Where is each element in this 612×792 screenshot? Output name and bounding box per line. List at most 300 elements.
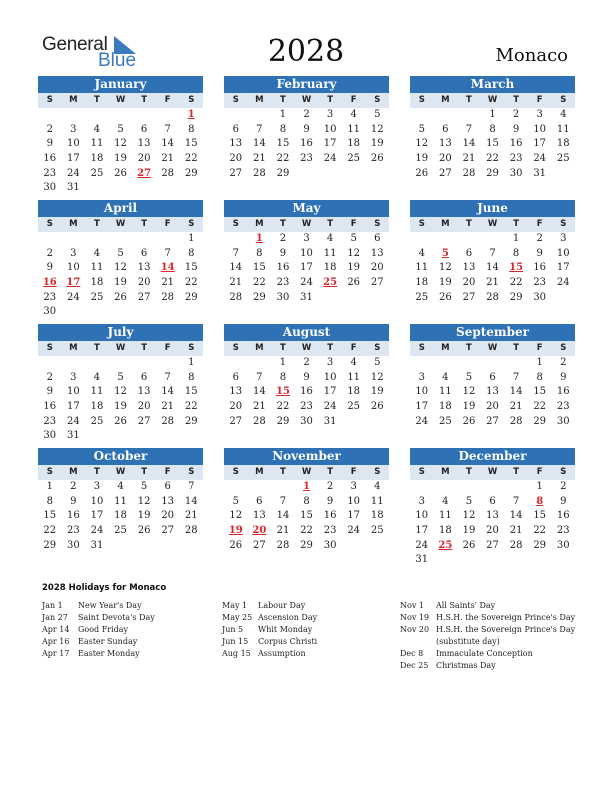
day-cell: 27 <box>370 277 384 289</box>
day-cell: 20 <box>439 153 452 165</box>
weekday-label: F <box>536 343 543 353</box>
weekday-label: T <box>513 343 519 353</box>
holiday-date: Jun 15 <box>222 637 249 646</box>
day-cell: 18 <box>90 277 104 289</box>
day-cell: 14 <box>276 510 290 522</box>
day-cell <box>62 232 86 247</box>
week-row <box>224 247 389 262</box>
day-cell: 3 <box>418 371 425 383</box>
day-cell: 28 <box>161 291 175 303</box>
day-cell: 18 <box>323 262 337 274</box>
day-cell: 6 <box>232 123 239 135</box>
day-cell: 5 <box>140 481 148 492</box>
day-cell: 30 <box>276 291 290 303</box>
day-cell: 1 <box>279 357 287 368</box>
day-cell: 19 <box>439 277 452 289</box>
day-cell: 2 <box>560 357 567 368</box>
weekday-label: T <box>466 95 472 105</box>
weekday-header-row <box>38 93 203 108</box>
day-cell: 22 <box>43 525 57 537</box>
day-cell: 20 <box>486 525 499 537</box>
day-cell: 22 <box>486 153 499 165</box>
weekday-header-row <box>38 341 203 356</box>
day-cell: 30 <box>43 182 57 194</box>
day-cell <box>179 539 203 554</box>
day-cell: 14 <box>486 262 499 274</box>
weekday-label: S <box>374 343 381 353</box>
weekday-label: T <box>466 343 472 353</box>
day-cell <box>109 429 133 444</box>
holiday-item <box>222 624 317 636</box>
day-cell: 4 <box>350 357 357 368</box>
day-cell: 29 <box>43 539 57 551</box>
weekday-label: T <box>141 219 147 229</box>
day-cell: 13 <box>229 138 243 150</box>
week-row <box>410 400 575 415</box>
day-cell: 8 <box>188 371 195 383</box>
day-cell: 3 <box>93 481 101 492</box>
day-cell: 23 <box>323 525 337 537</box>
day-cell: 24 <box>323 153 337 165</box>
day-cell: 4 <box>326 233 334 244</box>
day-cell <box>551 553 575 568</box>
day-cell: 2 <box>46 371 53 383</box>
day-cell: 3 <box>350 481 357 492</box>
day-cell: 30 <box>509 167 523 179</box>
day-cell: 16 <box>533 262 547 274</box>
day-cell <box>62 108 86 123</box>
day-cell: 4 <box>560 109 567 120</box>
weekday-label: F <box>164 219 171 229</box>
holiday-name: Whit Monday <box>258 625 313 634</box>
day-cell: 11 <box>556 123 570 135</box>
day-cell: 7 <box>465 123 473 135</box>
day-cell: 21 <box>509 525 523 537</box>
day-cell: 8 <box>512 247 520 259</box>
day-cell <box>504 480 528 495</box>
day-cell: 11 <box>323 247 337 259</box>
day-cell: 12 <box>370 371 384 383</box>
day-cell: 26 <box>137 525 151 537</box>
day-cell: 5 <box>117 247 124 259</box>
weekday-label: T <box>327 219 333 229</box>
day-cell <box>109 539 133 554</box>
holiday-day-cell: 1 <box>187 109 195 120</box>
day-cell: 13 <box>253 510 266 522</box>
weekday-label: T <box>141 467 147 477</box>
day-cell <box>434 108 458 123</box>
day-cell: 24 <box>90 525 104 537</box>
calendar-year: 2028 <box>267 34 345 69</box>
day-cell: 21 <box>229 277 243 289</box>
day-cell: 1 <box>536 481 543 492</box>
weekday-label: S <box>46 95 53 105</box>
day-cell: 22 <box>276 153 290 165</box>
day-cell: 9 <box>560 371 567 383</box>
week-row <box>224 480 389 495</box>
day-cell: 4 <box>442 371 449 383</box>
holiday-date: Nov 19 <box>400 613 430 622</box>
day-cell: 31 <box>300 291 313 303</box>
day-cell <box>156 539 180 554</box>
day-cell: 26 <box>370 401 384 413</box>
day-cell: 19 <box>137 510 151 522</box>
day-cell: 27 <box>161 525 175 537</box>
day-cell: 5 <box>117 123 124 135</box>
day-cell: 11 <box>439 386 452 398</box>
holiday-day-cell: 5 <box>441 247 449 259</box>
day-cell: 23 <box>556 525 570 537</box>
weekday-label: T <box>280 343 286 353</box>
day-cell <box>434 356 458 371</box>
day-cell: 30 <box>300 415 313 427</box>
holiday-day-cell: 1 <box>303 481 310 492</box>
holiday-name: Easter Monday <box>78 649 140 658</box>
day-cell: 14 <box>253 138 266 150</box>
day-cell: 22 <box>533 525 547 537</box>
day-cell <box>38 232 62 247</box>
day-cell: 31 <box>533 167 547 179</box>
holiday-date: May 1 <box>222 601 248 610</box>
day-cell: 6 <box>442 123 449 135</box>
weekday-label: T <box>513 219 519 229</box>
day-cell: 20 <box>229 401 243 413</box>
day-cell: 1 <box>188 233 195 244</box>
day-cell: 17 <box>67 401 80 413</box>
day-cell: 19 <box>415 153 429 165</box>
week-row <box>410 232 575 247</box>
weekday-label: T <box>466 467 472 477</box>
day-cell <box>156 232 180 247</box>
day-cell: 11 <box>90 386 104 398</box>
day-cell <box>457 232 481 247</box>
weekday-label: W <box>115 343 126 353</box>
weekday-header-row <box>224 217 389 232</box>
day-cell: 25 <box>90 291 104 303</box>
holiday-day-cell: 14 <box>160 262 175 274</box>
day-cell: 9 <box>303 371 310 383</box>
day-cell: 24 <box>533 153 547 165</box>
day-cell <box>132 108 156 123</box>
day-cell: 9 <box>46 386 53 398</box>
week-row <box>38 167 203 182</box>
day-cell: 12 <box>229 510 243 522</box>
holiday-date: Dec 8 <box>400 649 424 658</box>
day-cell: 7 <box>489 247 496 259</box>
weekday-label: W <box>487 219 498 229</box>
day-cell: 25 <box>90 415 104 427</box>
holiday-day-cell: 15 <box>275 386 290 398</box>
day-cell: 15 <box>184 386 198 398</box>
day-cell <box>85 232 109 247</box>
day-cell: 30 <box>43 430 57 442</box>
day-cell: 26 <box>114 291 127 303</box>
weekday-label: S <box>418 467 425 477</box>
holiday-day-cell: 1 <box>255 233 263 244</box>
day-cell: 3 <box>70 123 77 135</box>
day-cell: 16 <box>556 510 570 522</box>
holiday-item <box>42 624 155 636</box>
holidays-title: 2028 Holidays for Monaco <box>42 583 167 593</box>
day-cell: 12 <box>462 386 476 398</box>
day-cell: 16 <box>300 138 313 150</box>
holiday-date: Jun 5 <box>222 625 244 634</box>
weekday-label: T <box>141 95 147 105</box>
weekday-label: M <box>441 467 450 477</box>
day-cell <box>271 480 295 495</box>
weekday-label: S <box>46 219 53 229</box>
day-cell: 8 <box>536 371 543 383</box>
weekday-header-row <box>38 465 203 480</box>
day-cell: 26 <box>370 153 384 165</box>
day-cell: 27 <box>137 291 151 303</box>
day-cell <box>224 108 248 123</box>
weekday-label: S <box>188 467 195 477</box>
week-row <box>224 495 389 510</box>
week-row <box>38 429 203 444</box>
holiday-date: Jan 27 <box>42 613 68 622</box>
holiday-name: Saint Devota's Day <box>78 613 155 622</box>
day-cell: 8 <box>279 371 287 383</box>
day-cell: 28 <box>462 167 476 179</box>
holiday-day-cell: 25 <box>323 277 338 289</box>
weekday-label: M <box>441 343 450 353</box>
holiday-name: All Saints' Day <box>436 601 496 610</box>
day-cell <box>132 232 156 247</box>
week-row <box>38 400 203 415</box>
week-row <box>410 553 575 568</box>
day-cell: 4 <box>93 247 101 259</box>
day-cell: 15 <box>253 262 266 274</box>
weekday-label: M <box>255 95 264 105</box>
day-cell: 24 <box>415 415 429 427</box>
day-cell: 29 <box>276 167 290 179</box>
week-row <box>410 495 575 510</box>
holiday-name: H.S.H. the Sovereign Prince's Day <box>436 613 576 622</box>
week-row <box>410 247 575 262</box>
day-cell: 12 <box>347 247 361 259</box>
holiday-item <box>222 612 317 624</box>
holiday-column <box>42 600 155 660</box>
weekday-label: S <box>232 219 239 229</box>
weekday-label: S <box>560 219 567 229</box>
day-cell: 30 <box>556 539 570 551</box>
day-cell <box>62 305 86 320</box>
holiday-day-cell: 16 <box>42 277 57 289</box>
day-cell: 29 <box>184 291 198 303</box>
week-row <box>410 415 575 430</box>
day-cell: 21 <box>486 277 499 289</box>
day-cell: 31 <box>323 415 337 427</box>
day-cell: 21 <box>253 153 266 165</box>
week-row <box>224 385 389 400</box>
day-cell: 22 <box>533 401 547 413</box>
day-cell: 3 <box>326 109 334 120</box>
day-cell <box>318 291 342 306</box>
day-cell: 18 <box>556 138 570 150</box>
day-cell: 29 <box>184 415 198 427</box>
weekday-label: W <box>487 467 498 477</box>
day-cell: 1 <box>46 481 53 492</box>
day-cell: 6 <box>489 495 496 507</box>
day-cell: 12 <box>114 386 127 398</box>
day-cell: 28 <box>161 167 175 179</box>
weekday-label: F <box>164 95 171 105</box>
day-cell: 25 <box>347 153 361 165</box>
day-cell: 19 <box>370 386 384 398</box>
country-name: Monaco <box>495 45 568 66</box>
weekday-label: T <box>94 343 100 353</box>
week-row <box>410 167 575 182</box>
weekday-label: W <box>115 95 126 105</box>
weekday-label: W <box>115 467 126 477</box>
day-cell <box>156 305 180 320</box>
holiday-day-cell: 20 <box>252 525 267 537</box>
day-cell: 2 <box>46 247 53 259</box>
day-cell: 5 <box>465 371 473 383</box>
day-cell <box>132 181 156 196</box>
day-cell: 7 <box>512 495 520 507</box>
holiday-day-cell: 8 <box>536 495 544 507</box>
day-cell <box>434 232 458 247</box>
day-cell: 22 <box>300 525 313 537</box>
day-cell: 30 <box>323 539 337 551</box>
day-cell: 17 <box>90 510 104 522</box>
day-cell: 3 <box>303 233 310 244</box>
day-cell: 10 <box>533 123 547 135</box>
day-cell: 27 <box>486 415 499 427</box>
day-cell: 22 <box>184 401 198 413</box>
day-cell: 19 <box>462 525 476 537</box>
day-cell: 22 <box>184 277 198 289</box>
weekday-header-row <box>410 465 575 480</box>
holiday-date: Nov 1 <box>400 601 424 610</box>
month-december <box>410 448 575 568</box>
day-cell: 3 <box>536 109 543 120</box>
day-cell: 13 <box>439 138 452 150</box>
day-cell <box>365 291 389 306</box>
day-cell: 23 <box>43 415 57 427</box>
week-row <box>224 415 389 430</box>
week-row <box>410 539 575 554</box>
weekday-label: T <box>280 219 286 229</box>
holiday-name: Labour Day <box>258 601 306 610</box>
day-cell: 14 <box>462 138 476 150</box>
day-cell: 13 <box>486 510 499 522</box>
holiday-item <box>42 636 155 648</box>
day-cell: 15 <box>533 510 547 522</box>
day-cell: 9 <box>560 495 567 507</box>
weekday-label: T <box>94 95 100 105</box>
day-cell: 25 <box>370 525 384 537</box>
day-cell: 19 <box>114 277 127 289</box>
day-cell <box>38 356 62 371</box>
day-cell: 21 <box>184 510 198 522</box>
weekday-label: S <box>560 95 567 105</box>
day-cell: 14 <box>161 386 175 398</box>
day-cell: 24 <box>323 401 337 413</box>
day-cell: 23 <box>556 401 570 413</box>
day-cell: 16 <box>276 262 290 274</box>
week-row <box>410 385 575 400</box>
day-cell: 6 <box>374 233 381 244</box>
weekday-label: S <box>374 95 381 105</box>
weekday-label: W <box>301 467 312 477</box>
day-cell: 22 <box>253 277 266 289</box>
weekday-label: T <box>466 219 472 229</box>
day-cell <box>179 181 203 196</box>
weekday-header-row <box>224 465 389 480</box>
holiday-day-cell: 19 <box>228 525 243 537</box>
weekday-label: F <box>350 467 357 477</box>
week-row <box>38 137 203 152</box>
weekday-label: S <box>560 467 567 477</box>
day-cell: 11 <box>370 495 384 507</box>
day-cell: 28 <box>509 415 523 427</box>
week-row <box>38 305 203 320</box>
month-march <box>410 76 575 181</box>
day-cell <box>248 108 272 123</box>
day-cell: 12 <box>462 510 476 522</box>
holiday-name: Christmas Day <box>436 661 496 670</box>
holiday-day-cell: 27 <box>137 167 152 179</box>
weekday-label: M <box>255 343 264 353</box>
weekday-label: W <box>487 343 498 353</box>
day-cell: 17 <box>556 262 570 274</box>
day-cell <box>342 291 366 306</box>
day-cell: 10 <box>67 138 80 150</box>
day-cell: 24 <box>67 415 80 427</box>
weekday-label: T <box>141 343 147 353</box>
day-cell: 24 <box>347 525 361 537</box>
month-header: February <box>224 76 389 93</box>
logo-word-general: General <box>42 34 108 55</box>
day-cell: 10 <box>67 386 80 398</box>
day-cell: 13 <box>137 386 151 398</box>
day-cell: 27 <box>462 291 476 303</box>
day-cell <box>457 553 481 568</box>
week-row <box>38 276 203 291</box>
week-row <box>38 291 203 306</box>
day-cell <box>365 415 389 430</box>
holiday-date: Jan 1 <box>42 601 63 610</box>
weekday-label: W <box>301 95 312 105</box>
weekday-label: M <box>69 467 78 477</box>
weekday-label: S <box>232 467 239 477</box>
day-cell: 6 <box>164 481 171 492</box>
day-cell: 14 <box>229 262 243 274</box>
week-row <box>410 371 575 386</box>
day-cell: 18 <box>439 401 452 413</box>
day-cell: 27 <box>486 539 499 551</box>
day-cell <box>179 429 203 444</box>
day-cell: 27 <box>253 539 266 551</box>
day-cell: 3 <box>418 495 425 507</box>
day-cell: 27 <box>229 167 243 179</box>
weekday-label: T <box>94 219 100 229</box>
day-cell: 19 <box>114 401 127 413</box>
day-cell: 14 <box>509 510 523 522</box>
week-row <box>224 232 389 247</box>
day-cell: 2 <box>303 109 310 120</box>
day-cell <box>365 167 389 182</box>
day-cell <box>132 429 156 444</box>
month-august <box>224 324 389 429</box>
day-cell: 28 <box>161 415 175 427</box>
day-cell: 17 <box>347 510 361 522</box>
day-cell: 2 <box>279 233 287 244</box>
day-cell: 25 <box>439 415 452 427</box>
